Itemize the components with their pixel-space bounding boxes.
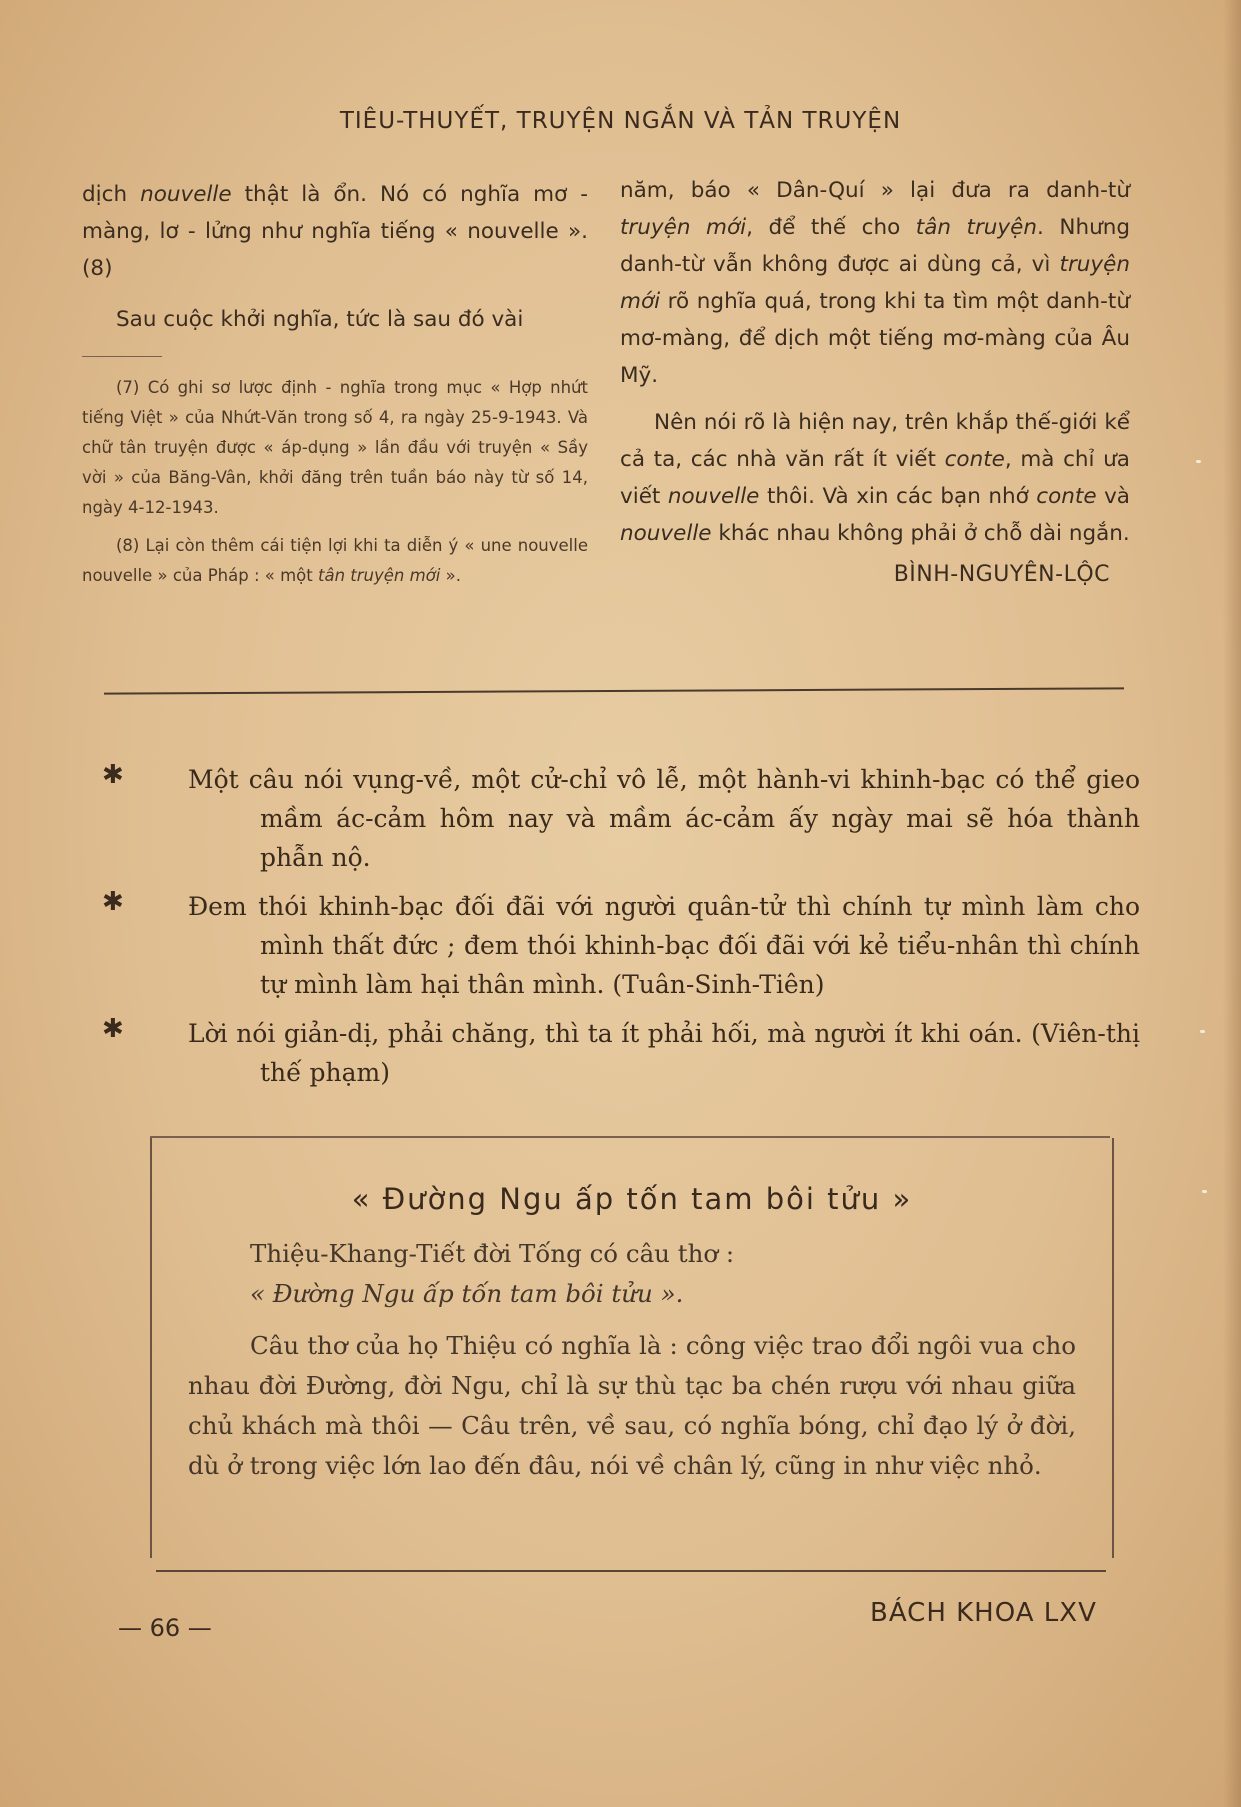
paper-speck [1196, 460, 1201, 463]
right-paragraph-2 [620, 404, 1130, 552]
boxed-article-quote: « Đường Ngu ấp tốn tam bôi tửu ». [250, 1279, 684, 1308]
footnote-separator [82, 356, 162, 357]
text-run: . Nhưng danh-từ vẫn không được ai dùng cả, vì [620, 215, 1130, 277]
running-header: TIÊU-THUYẾT, TRUYỆN NGẮN VÀ TẢN TRUYỆN [339, 108, 902, 134]
asterisk-icon: ✱ [102, 760, 124, 790]
text-run: (8) Lại còn thêm cái tiện lợi khi ta diễn ý « une nouvelle nouvelle » của Pháp : « một [82, 536, 588, 585]
boxed-article-content [188, 1182, 1076, 1486]
boxed-article-title: « Đường Ngu ấp tốn tam bôi tửu » [351, 1182, 913, 1216]
text-run: năm, báo « Dân-Quí » lại đưa ra danh-từ [620, 178, 1130, 203]
italic-term: truyện mới [620, 252, 1130, 314]
boxed-article-body: Câu thơ của họ Thiệu có nghĩa là : công việc trao đổi ngôi vua cho nhau đời Đường, đời Ngu, chỉ là sự thù tạc ba chén rượu với nhau giữa chủ khách mà thôi — Câu trên, về sau, có nghĩa bóng, chỉ đạo lý ở đời, dù ở trong việc lớn lao đến đâu, nói về chân lý, cũng in như việc nhỏ. [188, 1331, 1076, 1480]
asterisk-icon: ✱ [102, 887, 124, 917]
maxims-list [100, 760, 1140, 1102]
maxim-text: Đem thói khinh-bạc đối đãi với người quân-tử thì chính tự mình làm cho mình thất đức ; đem thói khinh-bạc đối đãi với kẻ tiểu-nhân thì chính tự mình làm hại thân mình. (Tuân-Sinh-Tiên) [188, 892, 1140, 999]
maxim-text: Một câu nói vụng-về, một cử-chỉ vô lễ, một hành-vi khinh-bạc có thể gieo mầm ác-cảm hôm nay và mầm ác-cảm ấy ngày mai sẽ hóa thành phẫn nộ. [188, 765, 1140, 872]
text-run: , để thế cho [746, 215, 916, 240]
text-run: rõ nghĩa quá, trong khi ta tìm một danh-từ mơ-màng, để dịch một tiếng mơ-màng của Âu Mỹ. [620, 289, 1130, 388]
italic-term: conte [1036, 484, 1097, 509]
boxed-article-intro: Thiệu-Khang-Tiết đời Tống có câu thơ : [250, 1239, 735, 1268]
right-paragraph-1 [620, 172, 1130, 394]
publication-name: BÁCH KHOA LXV [870, 1598, 1097, 1628]
maxim-item [100, 760, 1140, 877]
italic-term: tân truyện [915, 215, 1038, 240]
maxim-item [100, 1014, 1140, 1092]
boxed-article [150, 1138, 1114, 1558]
left-paragraph-2: Sau cuộc khởi nghĩa, tức là sau đó vài [116, 307, 524, 332]
text-run: thật là ổn. Nó có nghĩa mơ - màng, lơ - lửng như nghĩa tiếng « nouvelle ». (8) [82, 182, 589, 281]
section-divider [104, 687, 1124, 694]
paper-speck [1202, 1190, 1207, 1193]
text-run: , mà chỉ ưa viết [620, 447, 1130, 509]
paper-speck [1200, 1030, 1205, 1033]
text-run: và [1096, 484, 1130, 509]
italic-term: truyện mới [620, 215, 747, 240]
left-column [82, 176, 588, 591]
page-number: — 66 — [118, 1614, 212, 1642]
text-run: ». [440, 566, 461, 585]
maxim-item [100, 887, 1140, 1004]
italic-term: nouvelle [667, 484, 760, 509]
text-run: Nên nói rõ là hiện nay, trên khắp thế-giới kể cả ta, các nhà văn rất ít viết [620, 410, 1130, 472]
text-run: thôi. Và xin các bạn nhớ [759, 484, 1037, 509]
author-signature: BÌNH-NGUYÊN-LỘC [893, 562, 1110, 587]
italic-term: tân truyện mới [317, 566, 441, 585]
right-column [620, 172, 1130, 587]
footnote-7: (7) Có ghi sơ lược định - nghĩa trong mục « Hợp nhứt tiếng Việt » của Nhứt-Văn trong số 4, ra ngày 25-9-1943. Và chữ tân truyện được « áp-dụng » lần đầu với truyện « Sầy vời » của Băng-Vân, khởi đăng trên tuần báo này từ số 14, ngày 4-12-1943. [82, 378, 588, 517]
italic-term: nouvelle [140, 182, 232, 207]
asterisk-icon: ✱ [102, 1014, 124, 1044]
italic-term: nouvelle [620, 521, 712, 546]
page-edge-shadow [1223, 0, 1241, 1807]
text-run: dịch [82, 182, 141, 207]
italic-term: conte [944, 447, 1005, 472]
box-bottom-rule [156, 1570, 1106, 1572]
left-paragraph-1 [82, 176, 588, 287]
footnote-8 [82, 531, 588, 591]
text-run: khác nhau không phải ở chỗ dài ngắn. [711, 521, 1130, 546]
maxim-text: Lời nói giản-dị, phải chăng, thì ta ít phải hối, mà người ít khi oán. (Viên-thị thế phạm) [188, 1019, 1140, 1087]
